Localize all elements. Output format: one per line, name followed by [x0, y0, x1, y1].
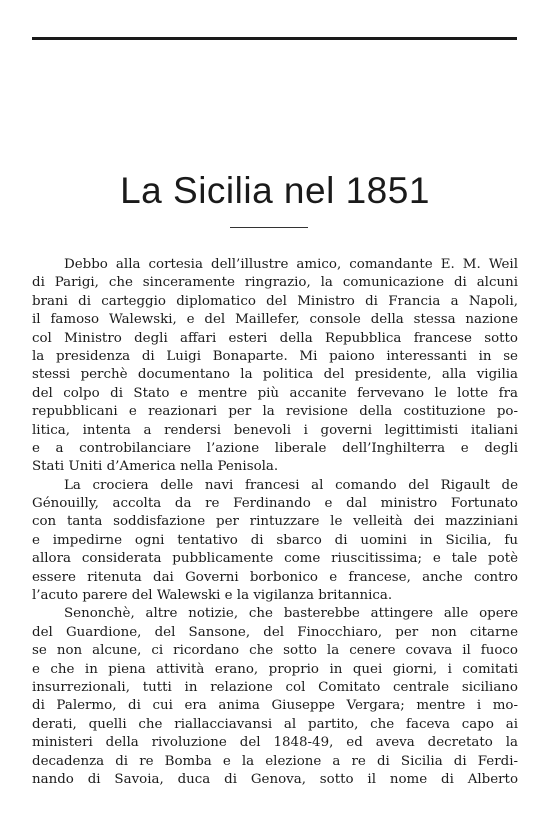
- text-line: Stati Uniti d’America nella Penisola.: [32, 459, 279, 475]
- text-line: La crociera delle navi francesi al comando del Rigault de: [64, 477, 518, 493]
- text-line: essere ritenuta dai Governi borbonico e francese, anche contro: [32, 569, 518, 585]
- text-line: la presidenza di Luigi Bonaparte. Mi paiono interessanti in se: [32, 348, 518, 364]
- text-line: e impedirne ogni tentativo di sbarco di uomini in Sicilia, fu: [32, 532, 518, 548]
- text-line: Debbo alla cortesia dell’illustre amico, comandante E. M. Weil: [64, 257, 518, 272]
- title-underline: [230, 227, 308, 228]
- text-line: brani di carteggio diplomatico del Ministro di Francia a Napoli,: [32, 293, 518, 309]
- text-line: decadenza di re Bomba e la elezione a re di Sicilia di Ferdi-: [32, 753, 518, 769]
- text-line: se non alcune, ci ricordano che sotto la cenere covava il fuoco: [32, 643, 518, 659]
- text-line: col Ministro degli affari esteri della Repubblica francese sotto: [32, 330, 518, 346]
- text-line: Génouilly, accolta da re Ferdinando e dal ministro Fortunato: [32, 496, 518, 512]
- text-line: nando di Savoia, duca di Genova, sotto il nome di Alberto: [32, 771, 518, 787]
- text-line: ministeri della rivoluzione del 1848-49, ed aveva decretato la: [32, 735, 518, 751]
- text-line: derati, quelli che riallacciavansi al partito, che faceva capo ai: [32, 716, 518, 732]
- text-line: allora considerata pubblicamente come riuscitissima; e tale potè: [32, 551, 518, 567]
- text-line: l’acuto parere del Walewski e la vigilanza britannica.: [32, 588, 393, 604]
- chapter-title: La Sicilia nel 1851: [120, 170, 430, 211]
- text-line: repubblicani e reazionari per la revisione della costituzione po-: [32, 404, 518, 420]
- text-line: stessi perchè documentano la politica del presidente, alla vigilia: [32, 367, 518, 383]
- text-line: insurrezionali, tutti in relazione col Comitato centrale siciliano: [32, 679, 518, 695]
- text-line: di Parigi, che sinceramente ringrazio, la comunicazione di alcuni: [32, 275, 518, 291]
- text-line: e che in piena attività erano, proprio in quei giorni, i comitati: [32, 661, 518, 677]
- text-line: e a controbilanciare l’azione liberale dell’Inghilterra e degli: [32, 440, 518, 456]
- text-line: litica, intenta a rendersi benevoli i governi legittimisti italiani: [32, 422, 518, 438]
- text-line: il famoso Walewski, e del Maillefer, console della stessa nazione: [32, 312, 518, 328]
- text-line: del Guardione, del Sansone, del Finocchiaro, per non citarne: [32, 624, 518, 640]
- text-line: con tanta soddisfazione per rintuzzare le velleità dei mazziniani: [32, 514, 518, 530]
- text-line: Senonchè, altre notizie, che basterebbe attingere alle opere: [64, 606, 518, 622]
- body-text: [32, 256, 518, 789]
- text-line: del colpo di Stato e mentre più accanite fervevano le lotte fra: [32, 385, 518, 401]
- text-line: di Palermo, di cui era anima Giuseppe Vergara; mentre i mo-: [32, 698, 518, 714]
- top-rule: [32, 37, 517, 40]
